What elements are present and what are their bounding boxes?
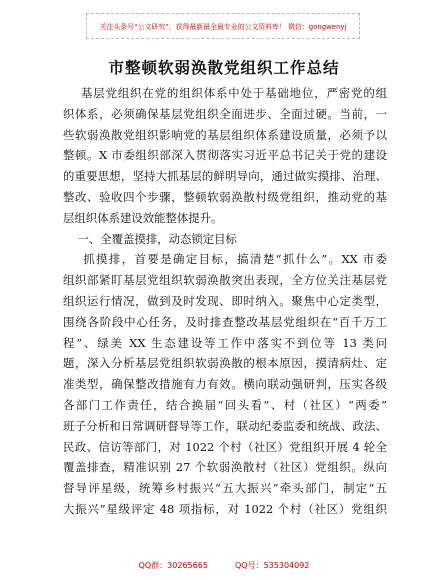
paragraph-line: 准类型，确保整改措施有力有效。横向联动强研判，压实各级 <box>63 377 387 392</box>
paragraph-line: 组织运行情况，做到及时发现、即时纳入。聚焦中心定类型， <box>63 293 387 308</box>
paragraph-line: 的重要思想，坚持大抓基层的鲜明导向，通过做实摸排、治理、 <box>63 169 387 184</box>
paragraph-line: 整改、验收四个步骤，整顿软弱涣散村级党组织，推动党的基 <box>63 189 387 204</box>
paragraph-line: 民政、信访等部门，对 1022 个村（社区）党组织开展 4 轮全 <box>63 439 387 454</box>
paragraph-line: 程”、绿美 XX 生态建设等工作中落实不到位等 13 类问 <box>63 335 387 350</box>
paragraph-line: 组织部紧盯基层党组织软弱涣散突出表现，全方位关注基层党 <box>63 273 387 288</box>
paragraph-line: 层组织体系建设效能整体提升。 <box>63 210 223 225</box>
paragraph-line: 整顿。X 市委组织部深入贯彻落实习近平总书记关于党的建设 <box>63 148 387 163</box>
paragraph-line: 基层党组织在党的组织体系中处于基础地位，严密党的组 <box>63 86 387 100</box>
document-body <box>63 83 387 520</box>
paragraph-line: 各部门工作责任，结合换届“回头看”、村（社区）“两委” <box>63 397 387 412</box>
paragraph-line: 织体系，必须确保基层党组织全面进步、全面过硬。当前，一 <box>63 106 387 121</box>
paragraph-line: 一、全覆盖摸排，动态锁定目标 <box>63 231 237 246</box>
promo-banner-text: 关注头条号“公文研究”，获得最新最全最专业的公文资料库！ 微信：gongwenyj <box>99 23 347 31</box>
paragraph-line: 围绕各阶段中心任务，及时排查整改基层党组织在“百千万工 <box>63 314 387 329</box>
paragraph-line: 题，深入分析基层党组织软弱涣散的根本原因，摸清病灶、定 <box>63 356 387 371</box>
paragraph-line: 覆盖排查，精准识别 27 个软弱涣散村（社区）党组织。纵向 <box>63 460 387 475</box>
qq-group-label: QQ群：30265665 <box>138 561 208 570</box>
qq-number-label: QQ号：535304092 <box>235 561 310 570</box>
paragraph-line: 大振兴”星级评定 48 项指标，对 1022 个村（社区）党组织 <box>63 501 387 516</box>
promo-banner <box>86 13 360 39</box>
paragraph-line: 督导评星级，统筹乡村振兴“五大振兴”牵头部门，制定“五 <box>63 481 387 496</box>
paragraph-line: 抓摸排，首要是确定目标，搞清楚“抓什么”。XX 市委 <box>63 252 387 267</box>
paragraph-line: 班子分析和日常调研督导等工作，联动纪委监委和统战、政法、 <box>63 418 387 433</box>
paragraph-line: 些软弱涣散党组织影响党的基层组织体系建设质量，必须予以 <box>63 127 387 142</box>
document-title: 市整顿软弱涣散党组织工作总结 <box>108 59 340 77</box>
contact-footer <box>0 560 448 571</box>
